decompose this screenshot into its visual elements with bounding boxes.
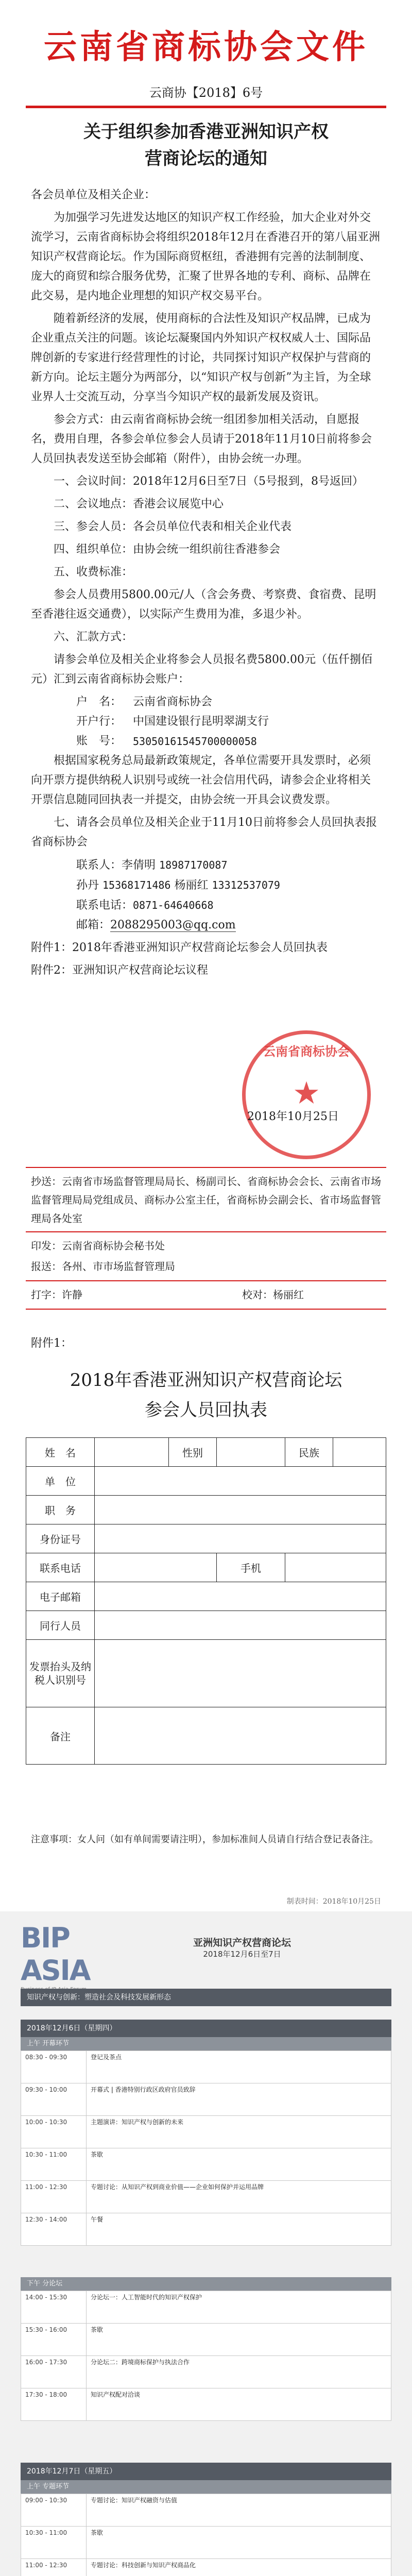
contact-1-phone[interactable]: 18987170087 bbox=[159, 859, 228, 871]
item-fee-detail: 参会人员费用5800.00元/人（含会务费、考察费、食宿费、昆明至香港往返交通费），以实际产生费用为准，多退少补。 bbox=[31, 588, 376, 621]
schedule-time: 16:00 - 17:30 bbox=[21, 2356, 87, 2388]
office-phone[interactable]: 0871-64640668 bbox=[133, 899, 214, 911]
title-line-2: 营商论坛的通知 bbox=[145, 148, 267, 169]
schedule-time: 17:30 - 18:00 bbox=[21, 2388, 87, 2421]
schedule-row bbox=[21, 2291, 391, 2324]
remarks-field[interactable] bbox=[95, 1707, 386, 1765]
typist: 打字：许静 bbox=[31, 1289, 82, 1301]
schedule-row bbox=[21, 2148, 391, 2181]
schedule-item: 主题演讲：知识产权与创新的未来 bbox=[87, 2116, 391, 2148]
item-payment-heading: 六、汇款方式： bbox=[54, 631, 133, 643]
schedule-row bbox=[21, 2527, 391, 2559]
schedule-item: 分论坛二：跨境商标保护与执法合作 bbox=[87, 2356, 391, 2388]
notice-body bbox=[31, 185, 381, 984]
reported-to: 报送：各州、市市场监督管理局 bbox=[31, 1260, 175, 1273]
paragraph-background: 随着新经济的发展，使用商标的合法性及知识产权品牌，已成为企业重点关注的问题。该论坛凝聚国内外知识产权权威人士、国际品牌创新的专家进行经营理性的讨论，共同探讨知识产权保护与营商的新方向。论坛主题分为两部分，以“知识产权与创新”为主旨，为全球业界人士交流互动，分享当今知识产权的最新发展及资讯。 bbox=[31, 312, 371, 403]
issued-by: 印发：云南省商标协会秘书处 bbox=[31, 1240, 165, 1252]
schedule-time: 10:30 - 11:00 bbox=[21, 2527, 87, 2559]
salutation: 各会员单位及相关企业： bbox=[31, 189, 156, 201]
position-field[interactable] bbox=[95, 1496, 386, 1524]
attachment-1: 附件1：2018年香港亚洲知识产权营商论坛参会人员回执表 bbox=[31, 941, 328, 954]
form-note: 注意事项：女人问（如有单间需要请注明），参加标准间人员请自行结合登记表备注。 bbox=[31, 1834, 379, 1845]
day-2-morning-schedule bbox=[21, 2494, 391, 2576]
schedule-time: 15:30 - 16:00 bbox=[21, 2324, 87, 2356]
schedule-row bbox=[21, 2324, 391, 2356]
day-1-morning-bar: 上午 开幕环节 bbox=[21, 2037, 391, 2050]
bip-asia-logo: BIP ASIA bbox=[21, 1922, 90, 1987]
item-time: 一、会议时间：2018年12月6日至7日（5号报到，8号返回） bbox=[54, 475, 364, 488]
account-bank: 中国建设银行昆明翠湖支行 bbox=[133, 715, 269, 728]
form-title: 2018年香港亚洲知识产权营商论坛 参会人员回执表 bbox=[70, 1370, 342, 1420]
schedule-item: 茶歇 bbox=[87, 2324, 391, 2356]
item-payment-detail: 请参会单位及相关企业将参会人员报名费5800.00元（伍仟捌佰元）汇到云南省商标协会账户： bbox=[31, 653, 372, 686]
gender-field[interactable] bbox=[217, 1438, 285, 1467]
form-footer: 制表时间：2018年10月25日 bbox=[286, 1897, 381, 1906]
paragraph-method: 参会方式：由云南省商标协会统一组团参加相关活动，自愿报名，费用自理，各参会单位参会人员请于2018年11月10日前将参会人员回执表发送至协会邮箱（附件），由协会统一办理。 bbox=[31, 413, 372, 465]
schedule-time: 10:30 - 11:00 bbox=[21, 2148, 87, 2181]
schedule-time: 09:00 - 10:30 bbox=[21, 2494, 87, 2527]
day-1-morning-schedule bbox=[21, 2050, 391, 2246]
masthead: 云南省商标协会文件 bbox=[44, 28, 368, 66]
attachment-label: 附件1： bbox=[31, 1337, 72, 1350]
ethnic-field[interactable] bbox=[333, 1438, 386, 1467]
day-1-afternoon-schedule bbox=[21, 2291, 391, 2421]
invoice-field[interactable] bbox=[95, 1640, 386, 1707]
red-divider bbox=[26, 106, 386, 108]
day-1-bar: 2018年12月6日（星期四） bbox=[21, 2020, 391, 2037]
name-field[interactable] bbox=[95, 1438, 169, 1467]
contact-2-name: 孙丹 bbox=[76, 879, 99, 892]
proofreader: 校对：杨丽红 bbox=[242, 1289, 304, 1301]
schedule-row bbox=[21, 2116, 391, 2148]
schedule-row bbox=[21, 2051, 391, 2083]
schedule-row bbox=[21, 2494, 391, 2527]
schedule-item: 专题讨论：知识产权融资与估值 bbox=[87, 2494, 391, 2527]
item-place: 二、会议地点：香港会议展览中心 bbox=[54, 498, 224, 511]
divider bbox=[26, 1280, 386, 1281]
mobile-field[interactable] bbox=[285, 1553, 386, 1582]
contact-1-name: 李倩明 bbox=[122, 859, 156, 872]
schedule-row bbox=[21, 2356, 391, 2388]
contact-3-phone[interactable]: 13312537079 bbox=[212, 879, 280, 891]
schedule-item: 茶歇 bbox=[87, 2527, 391, 2559]
schedule-time: 08:30 - 09:30 bbox=[21, 2051, 87, 2083]
schedule-time: 11:00 - 12:30 bbox=[21, 2559, 87, 2576]
schedule-row bbox=[21, 2213, 391, 2246]
schedule-time: 10:00 - 10:30 bbox=[21, 2116, 87, 2148]
schedule-row bbox=[21, 2181, 391, 2213]
day-2-bar: 2018年12月7日（星期五） bbox=[21, 2463, 391, 2480]
schedule-row bbox=[21, 2388, 391, 2421]
schedule-row bbox=[21, 2083, 391, 2116]
bank-account: 户 名： 云南省商标协会 开户行： 中国建设银行昆明翠湖支行 账 号： 53050161545700000058 bbox=[31, 692, 381, 751]
schedule-item: 专题讨论：科技创新与知识产权商品化 bbox=[87, 2559, 391, 2576]
schedule-time: 14:00 - 15:30 bbox=[21, 2291, 87, 2324]
contact-2-phone[interactable]: 15368171486 bbox=[102, 879, 171, 891]
flyer-theme-bar: 知识产权与创新：塑造社会及科技发展新形态 bbox=[21, 1989, 391, 2006]
contacts: 联系人：李倩明 18987170087 孙丹 15368171486 杨丽红 13312537079 联系电话：0871-64640668 邮箱：2088295003@qq.com bbox=[76, 859, 280, 931]
document-number: 云商协【2018】6号 bbox=[149, 86, 263, 100]
phone-field[interactable] bbox=[95, 1553, 217, 1582]
item-attendees: 三、参会人员：各会员单位代表和相关企业代表 bbox=[54, 520, 292, 533]
seal-star-icon: ★ bbox=[293, 1075, 320, 1111]
email-field[interactable] bbox=[95, 1582, 386, 1611]
companion-field[interactable] bbox=[95, 1611, 386, 1640]
paragraph-invoice: 根据国家税务总局最新政策规定，各单位需要开具发票时，必须向开票方提供纳税人识别号或统一社会信用代码，请参会企业将相关开票信息随同回执表一并提交，由协会统一开具会议费发票。 bbox=[31, 754, 371, 806]
divider bbox=[26, 1167, 386, 1168]
item-deadline: 七、请各会员单位及相关企业于11月10日前将参会人员回执表报省商标协会 bbox=[31, 816, 377, 849]
divider bbox=[26, 1231, 386, 1232]
email-link[interactable]: 2088295003@qq.com bbox=[110, 919, 236, 931]
schedule-item: 专题讨论：从知识产权到商业价值——企业如何保护并运用品牌 bbox=[87, 2181, 391, 2213]
official-seal: 云南省商标协会 ★ bbox=[242, 1030, 371, 1159]
unit-field[interactable] bbox=[95, 1467, 386, 1496]
title-line-1: 关于组织参加香港亚洲知识产权 bbox=[83, 122, 329, 142]
schedule-time: 12:30 - 14:00 bbox=[21, 2213, 87, 2246]
day-2-morning-bar: 上午 专题环节 bbox=[21, 2480, 391, 2494]
attachment-2: 附件2：亚洲知识产权营商论坛议程 bbox=[31, 964, 208, 977]
schedule-item: 登记及茶点 bbox=[87, 2051, 391, 2083]
day-1-afternoon-bar: 下午 分论坛 bbox=[21, 2277, 391, 2291]
schedule-item: 知识产权配对洽谈 bbox=[87, 2388, 391, 2421]
notice-title bbox=[52, 118, 360, 172]
schedule-item: 午餐 bbox=[87, 2213, 391, 2246]
cc-recipients: 抄送：云南省市场监督管理局局长、杨副司长、省商标协会会长、云南省市场监督管理局局党组成员、商标办公室主任，省商标协会副会长、省市场监督管理局各处室 bbox=[31, 1175, 381, 1225]
contact-3-name: 杨丽红 bbox=[174, 879, 209, 892]
issue-date: 2018年10月25日 bbox=[247, 1110, 339, 1123]
schedule-item: 分论坛一：人工智能时代的知识产权保护 bbox=[87, 2291, 391, 2324]
schedule-time: 09:30 - 10:00 bbox=[21, 2083, 87, 2116]
schedule-item: 茶歇 bbox=[87, 2148, 391, 2181]
flyer-header: 亚洲知识产权营商论坛 2018年12月6日至7日 bbox=[193, 1937, 291, 1959]
id-number-field[interactable] bbox=[95, 1524, 386, 1553]
paragraph-intro: 为加强学习先进发达地区的知识产权工作经验，加大企业对外交流学习，云南省商标协会将组织2018年12月在香港召开的第八届亚洲知识产权营商论坛。作为国际商贸枢纽，香港拥有完善的法制制度、庞大的商贸和综合服务优势，汇聚了世界各地的专利、商标、品牌在此交易，是内地企业理想的知识产权交易平台。 bbox=[31, 211, 380, 302]
item-organizer: 四、组织单位：由协会统一组织前往香港参会 bbox=[54, 543, 281, 556]
account-number: 53050161545700000058 bbox=[133, 735, 257, 748]
divider bbox=[26, 1309, 386, 1310]
schedule-time: 11:00 - 12:30 bbox=[21, 2181, 87, 2213]
registration-form: 姓 名 性别 民族 单 位 职 务 身份证号 联系电话 手机 电子邮箱 同行人员 发票抬头及纳税人识别号 备注 bbox=[26, 1437, 386, 1765]
item-fee-heading: 五、收费标准： bbox=[54, 566, 133, 579]
schedule-row bbox=[21, 2559, 391, 2576]
schedule-item: 开幕式 | 香港特别行政区政府官员致辞 bbox=[87, 2083, 391, 2116]
account-name: 云南省商标协会 bbox=[133, 696, 213, 708]
